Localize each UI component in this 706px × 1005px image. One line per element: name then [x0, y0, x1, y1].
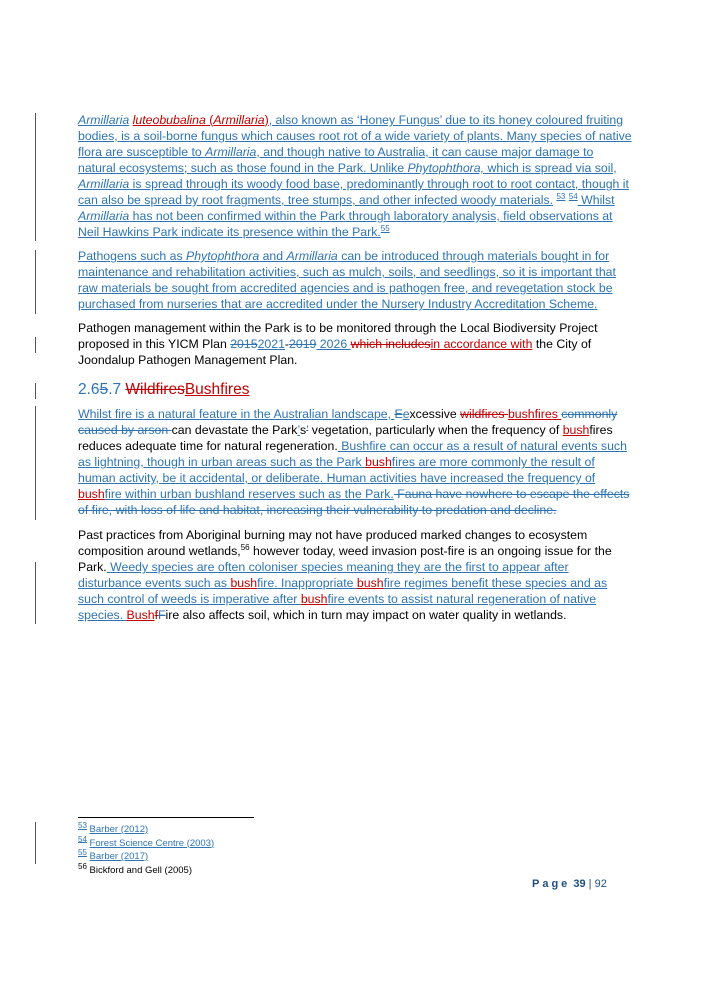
text-run: xcessive: [409, 407, 461, 421]
change-bar: [35, 337, 36, 353]
text-run: and: [259, 249, 287, 263]
text-run: Armillaria: [78, 113, 130, 127]
paragraph-pathogen-management: [78, 320, 634, 368]
text-run: , also known as ‘Honey Fungus’ due to its honey coloured fruiting bodies, is a soil-borne fungus which causes root rot of a wide variety of plants. Many species of native flora are susceptible to: [78, 113, 632, 159]
page-separator: |: [585, 878, 595, 890]
text-run: 2015: [230, 337, 258, 351]
page-current: 39: [573, 878, 586, 890]
footnote-54[interactable]: [78, 834, 215, 851]
heading-deleted: Wildfires: [125, 381, 185, 398]
text-run: Pathogens such as: [78, 249, 187, 263]
footnote-number: 55: [78, 847, 87, 857]
text-run: Bush: [126, 608, 155, 622]
change-bar: [35, 250, 36, 314]
text-run: can devastate the Park: [171, 423, 298, 437]
text-run: Bushfire can occur as a result of natural events such as lightning, though in urban areas such as the Park: [78, 439, 627, 469]
text-run: Armillaria: [78, 177, 130, 191]
text-run: is spread through its woody food base, predominantly through root to root contact, though it can also be spread by root fragments, tree stumps, and other infected woody materials.: [78, 177, 629, 207]
footnote-text: Barber (2012): [89, 824, 149, 835]
text-run: f: [154, 608, 158, 622]
text-run: in accordance with: [430, 337, 533, 351]
page-number: [532, 878, 607, 890]
text-run: s: [299, 423, 307, 437]
footnote-separator: [78, 817, 254, 818]
footnote-text: Bickford and Gell (2005): [89, 864, 192, 876]
text-run: can be introduced through materials bought in for maintenance and rehabilitation activities, such as mulch, soils, and seedlings, so it is important that raw materials be sought from accredited agencies and is pathogen free, and revegetation stock be purchased from nurseries that are accredited under the Nursery Industry Accreditation Scheme.: [78, 249, 616, 311]
change-bar: [35, 822, 36, 864]
footnote-ref[interactable]: 56: [240, 542, 250, 552]
text-run: the City of Joondalup Pathogen Management Plan.: [78, 337, 592, 367]
text-run: bush: [365, 455, 392, 469]
text-run: fire events to assist natural regeneration of native species.: [78, 592, 597, 622]
text-run: 2019: [289, 337, 317, 351]
text-run: Fauna have nowhere to escape the effects of fire, with loss of life and habitat, increasing their vulnerability to predation and decline.: [78, 487, 630, 517]
footnote-53[interactable]: [78, 820, 214, 837]
text-run: fire within urban bushland reserves such as the Park.: [104, 487, 394, 501]
text-run: Phytophthora: [186, 249, 260, 263]
footnote-text: Barber (2017): [89, 851, 149, 862]
text-run: bush: [78, 487, 105, 501]
heading-number: 2.6: [78, 381, 100, 398]
text-run: luteobubalina: [132, 113, 206, 127]
footnote-ref[interactable]: 55: [380, 223, 390, 233]
page-total: 92: [594, 878, 607, 890]
heading-number: .7: [108, 381, 126, 398]
text-run: which is spread via soil,: [484, 161, 617, 175]
footnotes: [78, 820, 215, 877]
text-run: Whilst fire is a natural feature in the Australian landscape,: [78, 407, 395, 421]
text-run: e: [402, 407, 410, 421]
text-run: 2021: [257, 337, 285, 351]
change-bar: [35, 383, 36, 399]
text-run: bush: [300, 592, 328, 606]
text-run: fire regimes benefit these species and as such control of weeds is imperative after: [78, 576, 608, 606]
footnote-number: 56: [78, 861, 87, 871]
text-run: Phytophthora,: [407, 161, 485, 175]
text-run: bush: [356, 576, 384, 590]
text-run: , and though native to Australia, it can cause major damage to natural ecosystems; such as those found in the Park. Unlike: [78, 145, 594, 175]
paragraph-fire: [78, 406, 634, 518]
text-run: 2026: [316, 337, 351, 351]
paragraph-aboriginal-burning: [78, 527, 634, 623]
text-run: Armillaria: [78, 209, 130, 223]
text-run: Pathogen management within the Park is to be monitored through the Local Biodiversity Project proposed in this YICM Plan: [78, 321, 598, 351]
text-run: has not been confirmed within the Park through laboratory analysis, field observations at Neil Hawkins Park indicate its presence within the Park.: [78, 209, 613, 239]
text-run: ’: [306, 423, 309, 437]
footnote-ref[interactable]: 53: [556, 191, 566, 201]
text-run: Armillaria: [205, 145, 257, 159]
text-run: bush: [230, 576, 258, 590]
text-run: vegetation, particularly when the frequency of: [308, 423, 563, 437]
text-run: E: [394, 407, 403, 421]
text-run: ire also affects soil, which in turn may impact on water quality in wetlands.: [165, 608, 567, 622]
text-run: Armillaria: [213, 113, 265, 127]
text-run: fires are more commonly the result of human activity, be it accidental, or deliberate. Human activities have increased the frequency of: [78, 455, 596, 485]
text-run: ): [264, 113, 269, 127]
footnote-number: 54: [78, 834, 87, 844]
heading-number: 5: [99, 381, 109, 398]
change-bar: [35, 406, 36, 520]
text-run: however today, weed invasion post-fire is an ongoing issue for the Park.: [78, 544, 612, 574]
footnote-number: 53: [78, 820, 87, 830]
section-heading: [78, 381, 249, 399]
text-run: Armillaria: [286, 249, 338, 263]
text-run: commonly caused by arson: [78, 407, 618, 437]
text-run: (: [205, 113, 214, 127]
text-run: -: [284, 337, 290, 351]
text-run: Whilst: [577, 193, 615, 207]
heading-inserted: Bushfires: [184, 381, 250, 398]
text-run: F: [158, 608, 166, 622]
footnote-text: Forest Science Centre (2003): [89, 837, 215, 849]
footnote-56: [78, 861, 214, 878]
text-run: which includes: [350, 337, 431, 351]
paragraph-armillaria: [78, 112, 634, 240]
page-word: Page: [532, 878, 571, 890]
text-run: Weedy species are often coloniser species meaning they are the first to appear after disturbance events such as: [78, 560, 569, 590]
change-bar: [35, 113, 36, 241]
text-run: bushfires: [507, 407, 562, 421]
text-run: Past practices from Aboriginal burning may not have produced marked changes to ecosystem composition around wetlands,: [78, 528, 588, 558]
text-run: ’: [297, 423, 300, 437]
footnote-ref[interactable]: 54: [568, 191, 578, 201]
text-run: wildfires: [460, 407, 508, 421]
text-run: fire. Inappropriate: [257, 576, 357, 590]
text-run: bush: [562, 423, 590, 437]
paragraph-pathogens: [78, 248, 634, 312]
text-run: fires reduces adequate time for natural regeneration.: [78, 423, 613, 453]
footnote-55[interactable]: [78, 847, 214, 864]
change-bar: [35, 562, 36, 624]
